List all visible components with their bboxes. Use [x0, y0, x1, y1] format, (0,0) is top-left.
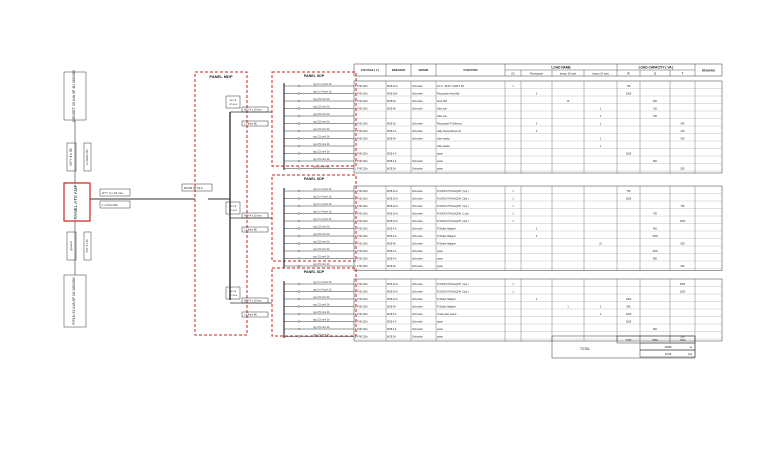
panel-2-row-7-function: R Sholat Halaqoh	[437, 242, 456, 246]
panel-1-row-6-brand: Schneider	[412, 130, 423, 133]
panel-1-row-10-phase-s: 800	[653, 160, 657, 163]
branch-3-breaker-tag	[226, 287, 240, 299]
panel-1-row-5-brand: Schneider	[412, 122, 423, 126]
panel-2-row-3-breaker: MCB 10 A	[387, 212, 398, 216]
panel-1-row-4-lamp10: 4	[599, 115, 602, 118]
header-remark: REMARK	[701, 68, 716, 73]
total-label: TOTAL	[580, 347, 590, 351]
panel-1-table-frame	[354, 81, 722, 173]
panel-sdp-1-title: PANEL SDP	[303, 74, 325, 78]
panel-2-row-6-breaker: MCB 6 A	[387, 235, 397, 238]
panel-2-row-10-voltage: 1 P 80 220v	[355, 265, 368, 268]
panel-2-row-7-lamp10: 22	[599, 242, 602, 246]
panel-2-row-5-brand: Schneider	[412, 227, 423, 231]
panel-1-row-3-breaker: MCB 6A	[387, 107, 396, 111]
panel-2-row-4-brand: Schneider	[412, 220, 423, 223]
branch-3-breaker-a: MCCB	[229, 291, 237, 293]
panel-3-row-3-cable: nyy 2,5 mm² 1b	[313, 303, 330, 307]
panel-mdp-frame	[195, 72, 247, 335]
panel-1-row-9-function: spare	[437, 152, 443, 156]
panel-1-row-2-cable: nyy 2,5 mm² 1b	[313, 98, 330, 102]
panel-3-row-2-mcb-icon	[298, 298, 300, 300]
panel-1-row-1-mcb-icon	[298, 93, 300, 95]
panel-3-row-0-cable: nyy 3 x 4 mm² 1b	[313, 281, 332, 285]
header-lamp-10: lampu 10 watt	[592, 72, 609, 76]
panel-3-row-5-voltage: 1 P 80 220v	[355, 320, 368, 324]
header-brand: BRAND	[418, 69, 429, 72]
panel-2-row-7-cable: nyy 2,5 mm² 1b	[313, 240, 330, 244]
header-phase-r: R	[627, 71, 630, 76]
panel-2-row-0-cable: nyy 3 x 4 mm² 1b	[313, 188, 332, 192]
header-load-capacity: LOAD CAPACITY ( VA )	[638, 65, 674, 70]
subtotal-r: 7250	[625, 339, 632, 342]
panel-2-row-1-function: R.SHOLAT HALAQOH ( 2pk )	[437, 197, 469, 201]
branch-1-breaker-tag	[226, 96, 240, 108]
panel-2-row-9-phase-s: 800	[653, 257, 657, 261]
panel-1-row-2-brand: Schneider	[412, 100, 423, 103]
panel-1-row-8-function: toilet wanita	[437, 145, 450, 148]
panel-2-row-2-phase-t: 750	[680, 205, 685, 208]
panel-1-row-1-cable: nyy 3 x 4 mm² 1b	[313, 90, 332, 94]
panel-3-table-frame	[354, 279, 722, 341]
panel-2-row-1-voltage: 1 P 80 220v	[355, 197, 368, 201]
panel-2-row-4-ac: 1	[512, 220, 514, 223]
panel-1-row-5-cable: nyy 2,5 mm² 1b	[313, 120, 330, 124]
panel-1-row-5-breaker: MCB 16	[387, 122, 396, 126]
panel-2-row-3-brand: Schneider	[412, 212, 423, 216]
panel-1-row-3-lamp10: 1	[599, 107, 602, 111]
panel-2-row-4-breaker: MCB 16 A	[387, 220, 398, 223]
branch-2-breaker-a: MCCB	[229, 206, 237, 208]
panel-1-row-3-voltage: 1 P 80 220v	[355, 107, 368, 111]
panel-1-row-0-mcb-icon	[298, 85, 300, 87]
branch-2-cable-sub: 1 x 6mm BC	[244, 228, 258, 232]
panel-3-row-5-breaker: MCB 6 A	[387, 320, 397, 324]
panel-3-row-2-brand: Schneider	[412, 298, 423, 301]
panel-1-row-11-cable: nyy 2,5 mm² 1b	[313, 165, 330, 169]
panel-1-row-2-breaker: MCB 6A	[387, 100, 396, 103]
panel-1-row-4-cable: nyy 2,5 mm² 1b	[313, 113, 330, 117]
panel-1-row-11-breaker: MCB 2A	[387, 167, 396, 171]
panel-1-row-8-mcb-icon	[298, 145, 300, 147]
panel-2-row-7-mcb-icon	[298, 243, 300, 245]
ground-label: ground	[69, 241, 73, 251]
panel-1-row-7-phase-t: 300	[680, 137, 685, 141]
panel-2-row-6-cable: nyy 2,5 mm² 1b	[313, 233, 330, 237]
branch-1-breaker-b: 3P 40 A	[229, 104, 237, 106]
panel-3-row-2-voltage: 1 P 80 220v	[355, 298, 368, 301]
panel-1-row-5-mcb-icon	[298, 123, 300, 125]
subtotal-s: 6950	[652, 339, 658, 342]
panel-3-row-6-voltage: 1 P 80 220v	[355, 328, 368, 331]
panel-1-row-10-voltage: 1 P 80 220v	[355, 160, 368, 163]
panel-1-row-9-mcb-icon	[298, 153, 300, 155]
panel-3-row-0-mcb-icon	[298, 283, 300, 285]
panel-1-row-0-voltage: 1 P 80 220v	[355, 85, 368, 88]
panel-1-row-6-breaker: MCB 6 A	[387, 130, 397, 133]
panel-3-row-1-breaker: MCB 10 A	[387, 290, 398, 294]
panel-1-row-9-cable: nyy 2,5 mm² 1b	[313, 150, 330, 154]
panel-3-row-5-cable: nyy 2,5 mm² 1b	[313, 318, 330, 322]
panel-1-row-2-function: Area Hall	[437, 100, 447, 103]
panel-3-row-0-phase-t: 1500	[679, 283, 686, 286]
panel-3-row-6-brand: Schneider	[412, 328, 423, 331]
panel-2-row-1-ac: 1	[512, 197, 514, 201]
branch-3-cable-sub: 1 x 6mm BC	[244, 313, 258, 317]
panel-2-row-3-phase-s: 750	[653, 212, 657, 216]
panel-1-row-1-breaker: MCB 16A	[387, 92, 398, 96]
panel-2-row-7-breaker: MCB 6A	[387, 242, 396, 246]
panel-3-row-5-function: spare	[437, 320, 443, 324]
panel-1-row-4-mcb-icon	[298, 115, 300, 117]
panel-1-row-1-receptacle: 2	[535, 92, 538, 96]
panel-1-row-2-mcb-icon	[298, 100, 300, 102]
panel-1-row-11-function: spare	[437, 167, 443, 171]
panel-2-row-5-receptacle: 2	[535, 227, 538, 231]
panel-2-row-1-cable: nyy 3 x 4 mm² 1b	[313, 195, 332, 199]
panel-ats-label: PANEL ATS AMF	[73, 184, 78, 220]
panel-mdp-title: PANEL MDP	[209, 74, 233, 79]
panel-2-row-2-cable: nyy 3 x 4 mm² 1b	[313, 203, 332, 207]
panel-3-row-0-function: R.SHOLAT HALAQOH ( 1pk )	[437, 283, 469, 286]
panel-2-row-7-phase-t: 500	[680, 242, 685, 246]
panel-2-row-5-function: R Sholat Halaqoh	[437, 227, 456, 231]
panel-2-row-2-voltage: 1 P 80 220v	[355, 205, 368, 208]
panel-2-row-3-function: R.SHOLAT HALAQOH ( 1 pk )	[437, 212, 470, 216]
panel-1-row-6-receptacle: 2	[535, 130, 538, 133]
panel-3-row-7-voltage: 1 P 80 220v	[355, 335, 368, 339]
panel-2-row-0-function: R.SHOLAT HALAQOH ( 1pk )	[437, 190, 469, 193]
panel-3-row-6-mcb-icon	[298, 328, 300, 330]
panel-2-row-8-mcb-icon	[298, 250, 300, 252]
panel-2-row-4-phase-t: 1500	[679, 220, 686, 223]
panel-1-row-1-phase-r: 2000	[625, 92, 632, 96]
branch-3-cable: NYY 4 x 10 mm	[244, 299, 262, 303]
panel-3-row-4-function: ruman atau warna	[437, 313, 457, 316]
panel-1-row-6-function: utility Newcorfamps all	[437, 130, 461, 133]
header-ac: AC	[511, 72, 515, 76]
header-voltage: VOLTAGE ( V )	[360, 69, 380, 72]
panel-3-row-3-lamp10: 2	[599, 305, 602, 309]
panel-1-row-2-phase-s: 600	[653, 100, 657, 103]
panel-2-row-8-brand: Schneider	[412, 250, 423, 253]
panel-1-row-4-phase-s: 100	[653, 115, 657, 118]
panel-2-row-8-voltage: 1 P 80 220v	[355, 250, 368, 253]
panel-1-row-6-cable: nyy 2,5 mm² 1b	[313, 128, 330, 132]
panel-1-row-1-voltage: 1 P 80 220v	[355, 92, 368, 96]
panel-3-row-1-mcb-icon	[298, 291, 300, 293]
panel-3-row-4-lamp10: 2	[599, 313, 602, 316]
panel-2-row-9-breaker: MCB 6 A	[387, 257, 397, 261]
panel-3-row-3-breaker: MCB 6A	[387, 305, 396, 309]
pln-label: P.PLN 33 kVA 3P 1N 380/380	[72, 277, 76, 325]
panel-2-row-10-mcb-icon	[298, 265, 300, 267]
panel-1-row-3-function: toilet pria	[437, 107, 447, 111]
panel-1-row-0-brand: Schneider	[412, 85, 423, 88]
panel-2-row-3-mcb-icon	[298, 213, 300, 215]
panel-2-row-6-function: R Sholat Halaqoh	[437, 235, 456, 238]
panel-3-row-1-ac: 1	[512, 290, 514, 294]
panel-2-row-1-mcb-icon	[298, 198, 300, 200]
panel-1-row-10-breaker: MCB 6 A	[387, 160, 397, 163]
panel-2-row-9-mcb-icon	[298, 258, 300, 260]
panel-2-row-4-mcb-icon	[298, 220, 300, 222]
panel-1-row-10-brand: Schneider	[412, 160, 423, 163]
panel-1-row-10-cable: nyy 2,5 mm² 1b	[313, 158, 330, 162]
panel-3-row-1-phase-t: 1500	[679, 290, 686, 294]
panel-3-row-7-mcb-icon	[298, 336, 300, 338]
panel-2-row-2-mcb-icon	[298, 205, 300, 207]
panel-2-row-0-ac: 1	[512, 190, 514, 193]
panel-3-row-0-breaker: MCB 10 A	[387, 283, 398, 286]
panel-3-row-0-voltage: 1 P 80 220v	[355, 283, 368, 286]
panel-3-row-7-breaker: MCB 2A	[387, 335, 396, 339]
panel-2-row-5-mcb-icon	[298, 228, 300, 230]
subtotal-t: 7600	[679, 339, 686, 342]
panel-2-row-10-function: spare	[437, 265, 443, 268]
panel-2-row-1-phase-r: 1500	[625, 197, 632, 201]
panel-1-row-10-function: spare	[437, 160, 443, 163]
panel-1-row-6-phase-t: 400	[680, 130, 685, 133]
panel-1-row-9-breaker: MCB 6 A	[387, 152, 397, 156]
panel-1-row-6-voltage: 1 P 80 220v	[355, 130, 368, 133]
panel-3-row-5-brand: Schneider	[412, 320, 423, 324]
panel-3-row-7-cable: nyy 2,5 mm² 1b	[313, 333, 330, 337]
panel-3-row-5-mcb-icon	[298, 321, 300, 323]
panel-1-row-5-voltage: 1 P 80 220v	[355, 122, 368, 126]
panel-1-row-7-lamp10: 1	[599, 137, 602, 141]
total-box	[552, 336, 695, 358]
panel-1-row-0-ac: 1	[512, 85, 514, 88]
cable-bottom-label: NYY 4 x 35	[86, 239, 89, 253]
panel-3-row-2-function: R Sholat Halaqoh	[437, 298, 456, 301]
panel-1-row-5-phase-t: 400	[680, 122, 685, 126]
panel-2-row-10-phase-t: 500	[680, 265, 685, 268]
panel-3-row-0-ac: 1	[512, 283, 514, 286]
panel-1-row-7-function: toilet wanita	[437, 137, 450, 141]
panel-3-row-6-breaker: MCB 6 A	[387, 328, 397, 331]
panel-3-row-4-phase-r: 1000	[625, 313, 632, 316]
panel-2-row-5-breaker: MCB 6 A	[387, 227, 397, 231]
panel-2-row-1-breaker: MCB 10 A	[387, 197, 398, 201]
branch-2-breaker-tag	[226, 202, 240, 214]
total-kva: 16,68	[664, 353, 672, 356]
panel-2-row-7-brand: Schneider	[412, 242, 423, 246]
panel-2-row-1-brand: Schneider	[412, 197, 423, 201]
total-kva-unit: kva	[688, 353, 692, 356]
branch-2-breaker-b: 3P 40 A	[229, 210, 237, 212]
panel-1-row-5-receptacle: 2	[535, 122, 538, 126]
panel-2-row-2-ac: 1	[512, 205, 514, 208]
panel-2-row-3-voltage: 1 P 80 220v	[355, 212, 368, 216]
branch-3-breaker-b: 3P 40 A	[229, 295, 237, 297]
panel-2-row-0-phase-r: 750	[626, 190, 631, 193]
panel-2-row-4-voltage: 1 P 80 220v	[355, 220, 368, 223]
panel-3-row-7-brand: Schneider	[412, 335, 423, 339]
panel-2-row-9-function: spare	[437, 257, 443, 261]
panel-sdp-3-title: PANEL SDP	[303, 270, 325, 274]
panel-2-row-3-ac: 1	[512, 212, 514, 216]
panel-3-row-6-cable: nyy 2,5 mm² 1b	[313, 326, 330, 330]
panel-2-row-4-cable: nyy 3 x 4 mm² 1b	[313, 218, 332, 222]
panel-2-row-8-function: spare	[437, 250, 443, 253]
panel-2-row-8-cable: nyy 2,5 mm² 1b	[313, 248, 330, 252]
panel-1-row-4-function: toilet pria	[437, 115, 447, 118]
panel-2-row-2-function: R.SHOLAT HALAQOH ( 1pk )	[437, 205, 469, 208]
panel-1-row-3-brand: Schneider	[412, 107, 423, 111]
header-breaker: BREAKER	[391, 69, 406, 72]
panel-3-row-3-function: R Sholat Halaqoh	[437, 305, 456, 309]
panel-3-row-5-phase-r: 1000	[625, 320, 632, 324]
header-load-name: LOAD NAME	[551, 65, 571, 70]
panel-2-row-0-breaker: MCB 10 A	[387, 190, 398, 193]
panel-1-row-7-breaker: MCB 6A	[387, 137, 396, 141]
panel-2-row-9-voltage: 1 P 80 220v	[355, 257, 368, 261]
header-receptacle: Receptacle	[530, 72, 543, 76]
panel-3-row-3-brand: Schneider	[412, 305, 423, 309]
panel-3-row-1-cable: nyy 3 x 4 mm² 1b	[313, 288, 332, 292]
panel-3-row-7-function: spare	[437, 335, 443, 339]
panel-1-row-2-voltage: 1 P 80 220v	[355, 100, 368, 103]
panel-1-row-2-lamp18: 15	[566, 100, 570, 103]
panel-2-row-6-voltage: 1 P 80 220v	[355, 235, 368, 238]
branch-2-cable: NYY 4 x 10 mm	[244, 214, 262, 218]
header-phase-t: T	[681, 71, 684, 76]
panel-1-row-11-phase-t: 500	[680, 167, 685, 171]
panel-1-row-0-function: AC 9 - 30/AT 3 AMP 2 PK	[437, 85, 465, 88]
panel-1-row-7-mcb-icon	[298, 138, 300, 140]
panel-1-row-9-voltage: 1 P 80 220v	[355, 152, 368, 156]
main-breaker-label: MCCB 3P 63 A	[184, 186, 203, 190]
main-feeder-cable: NYY 4 x 16 mm	[102, 191, 123, 195]
panel-2-row-10-cable: nyy 2,5 mm² 1b	[313, 263, 330, 267]
panel-2-row-6-phase-s: 1000	[652, 235, 658, 238]
panel-1-row-8-lamp10: 1	[599, 145, 602, 148]
panel-1-row-5-lamp10: 1	[599, 122, 602, 126]
panel-3-row-1-brand: Schneider	[412, 290, 423, 294]
panel-2-row-5-cable: nyy 2,5 mm² 1b	[313, 225, 330, 229]
cable-top-label: NYY 4 x 35	[69, 148, 73, 166]
panel-1-row-6-mcb-icon	[298, 130, 300, 132]
panel-2-row-8-breaker: MCB 6 A	[387, 250, 397, 253]
panel-3-row-3-phase-r: 500	[626, 305, 631, 309]
panel-2-row-9-brand: Schneider	[412, 257, 423, 261]
panel-3-row-1-voltage: 1 P 80 220v	[355, 290, 368, 294]
panel-3-row-7-phase-t: 500	[680, 335, 685, 339]
panel-1-row-11-voltage: 1 P 80 220v	[355, 167, 368, 171]
panel-2-row-2-breaker: MCB 10 A	[387, 205, 398, 208]
panel-3-row-3-voltage: 1 P 80 220v	[355, 305, 368, 309]
panel-3-row-4-voltage: 1 P 80 220v	[355, 313, 368, 316]
panel-2-row-2-brand: Schneider	[412, 205, 423, 208]
cable-top-sub-label: 1x 50mm² BC	[86, 149, 89, 165]
panel-2-row-6-mcb-icon	[298, 235, 300, 237]
panel-3-row-4-breaker: MCB 6 A	[387, 313, 397, 316]
panel-1-row-5-function: Receptacle R Selenium	[437, 122, 462, 126]
panel-2-row-0-voltage: 1 P 80 220v	[355, 190, 368, 193]
panel-2-row-4-function: R.SHOLAT HALAQOH ( 2pk )	[437, 220, 469, 223]
panel-3-row-4-brand: Schneider	[412, 313, 423, 316]
panel-3-row-2-receptacle: 4	[535, 298, 538, 301]
panel-3-row-2-cable: nyy 2,5 mm² 1b	[313, 296, 330, 300]
panel-1-row-0-phase-r: 750	[626, 85, 631, 88]
panel-2-row-8-phase-s: 1000	[652, 250, 658, 253]
genset-label: GENSET 30 kVA 3P 1N 380/380	[72, 70, 76, 122]
panel-2-row-6-receptacle: 2	[535, 235, 538, 238]
panel-2-row-10-breaker: MCB 2A	[387, 265, 396, 268]
branch-1-breaker-a: MCCB	[229, 100, 237, 102]
panel-2-row-10-brand: Schneider	[412, 265, 423, 268]
panel-3-row-4-mcb-icon	[298, 313, 300, 315]
panel-2-row-6-brand: Schneider	[412, 235, 423, 238]
panel-2-row-5-phase-s: 400	[653, 227, 657, 231]
branch-1-cable: NYY 4 x 10 mm	[244, 108, 262, 112]
header-lamp-18: lampu 18 watt	[559, 72, 577, 76]
panel-1-row-1-brand: Schneider	[412, 92, 423, 96]
panel-1-row-0-breaker: MCB 16 A	[387, 85, 398, 88]
panel-2-row-0-brand: Schneider	[412, 190, 423, 193]
panel-1-row-11-brand: Schneider	[412, 167, 423, 171]
panel-1-row-3-phase-s: 100	[653, 107, 657, 111]
panel-2-row-5-voltage: 1 P 80 220v	[355, 227, 368, 231]
panel-1-row-7-voltage: 1 P 80 220v	[355, 137, 368, 141]
panel-3-row-3-lamp18: 1	[567, 305, 569, 309]
panel-1-row-7-brand: Schneider	[412, 137, 423, 141]
panel-1-row-8-cable: nyy 2,5 mm² 1b	[313, 143, 330, 147]
panel-3-row-0-brand: Schneider	[412, 283, 423, 286]
panel-1-row-11-mcb-icon	[298, 168, 300, 170]
panel-1-row-3-cable: nyy 2,5 mm² 1b	[313, 105, 330, 109]
panel-2-row-0-mcb-icon	[298, 190, 300, 192]
total-va-unit: va	[689, 346, 692, 349]
header-function: FUNCTION	[463, 69, 478, 72]
panel-3-row-2-breaker: MCB 16 A	[387, 298, 398, 301]
panel-2-row-9-cable: nyy 2,5 mm² 1b	[313, 255, 330, 259]
panel-3-row-6-function: spare	[437, 328, 443, 331]
header-phase-s: S	[654, 71, 656, 76]
branch-1-cable-sub: 1 x 6mm BC	[244, 122, 258, 126]
total-va: 16680	[664, 346, 672, 349]
panel-3-row-1-function: R.SHOLAT HALAQOH ( 1pk )	[437, 290, 469, 294]
panel-1-row-9-phase-r: 1000	[625, 152, 632, 156]
panel-1-row-0-cable: nyy 3 x 4 mm² 1b	[313, 83, 332, 87]
panel-1-row-7-cable: nyy 2,5 mm² 1b	[313, 135, 330, 139]
panel-1-row-3-mcb-icon	[298, 108, 300, 110]
panel-3-row-2-phase-r: 1000	[625, 298, 632, 301]
panel-2-table-frame	[354, 186, 722, 271]
panel-3-row-4-cable: nyy 2,5 mm² 1b	[313, 311, 330, 315]
panel-1-row-1-function: Receptacle Area Hall	[437, 92, 460, 96]
panel-3-row-3-mcb-icon	[298, 306, 300, 308]
panel-2-row-7-voltage: 1 P 80 220v	[355, 242, 368, 246]
panel-sdp-2-title: PANEL SDP	[303, 177, 325, 181]
panel-2-row-3-cable: nyy 3 x 4 mm² 1b	[313, 210, 332, 214]
panel-1-row-10-mcb-icon	[298, 160, 300, 162]
panel-3-row-6-phase-s: 800	[653, 328, 657, 331]
main-feeder-sub: 1 x 10mm BC	[102, 204, 118, 207]
